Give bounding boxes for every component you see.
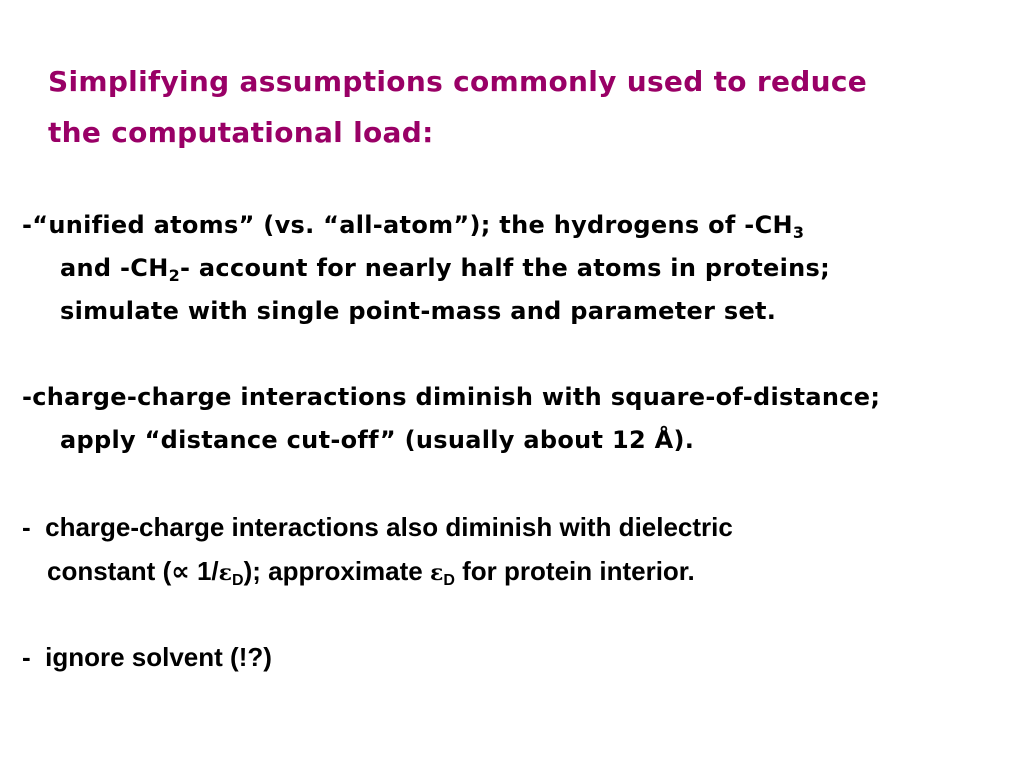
bullet-1-line-2 <box>22 247 830 290</box>
epsilon-symbol: ε <box>218 560 233 586</box>
bullet-unified-atoms <box>22 204 830 333</box>
bullet-dash: - <box>22 642 46 672</box>
bullet-3-text-2c: ); approximate <box>243 556 430 586</box>
bullet-2-line-2: apply “distance cut-off” (usually about 12 Å). <box>60 426 695 454</box>
bullet-1-text-1: “unified atoms” (vs. “all-atom”); the hydrogens of -CH <box>32 211 793 239</box>
bullet-dash: - <box>22 512 46 542</box>
bullet-3-text-2d: for protein interior. <box>454 556 695 586</box>
bullet-3-text-1: charge-charge interactions also diminish with dielectric <box>45 512 733 542</box>
bullet-2-text-1: charge-charge interactions diminish with square-of-distance; <box>32 383 881 411</box>
bullet-1-text-2a: and -CH <box>60 254 169 282</box>
bullet-3-text-2a: constant ( <box>47 556 172 586</box>
bullet-3-line-1 <box>22 505 733 549</box>
subscript-2: 2 <box>168 266 181 285</box>
bullet-dielectric <box>22 505 733 595</box>
bullet-4-line-1 <box>22 635 272 679</box>
subscript-3: 3 <box>792 223 805 242</box>
bullet-1-line-1 <box>22 204 830 247</box>
bullet-distance-cutoff <box>22 376 880 462</box>
subscript-d: D <box>232 572 244 589</box>
slide-title <box>48 56 988 158</box>
bullet-2-line-1 <box>22 376 880 419</box>
title-line-2: the computational load: <box>48 116 434 149</box>
bullet-4-text-1: ignore solvent (!?) <box>45 642 272 672</box>
bullet-ignore-solvent <box>22 635 272 679</box>
bullet-dash: - <box>22 211 33 239</box>
title-line-1: Simplifying assumptions commonly used to reduce <box>48 65 868 98</box>
proportional-symbol: ∝ <box>171 557 190 587</box>
bullet-3-text-2b: 1/ <box>189 556 219 586</box>
epsilon-symbol: ε <box>429 560 444 586</box>
bullet-dash: - <box>22 383 33 411</box>
bullet-1-text-2b: - account for nearly half the atoms in proteins; <box>180 254 831 282</box>
bullet-3-line-2 <box>22 549 733 595</box>
bullet-1-line-3: simulate with single point-mass and parameter set. <box>60 297 777 325</box>
subscript-d: D <box>443 572 455 589</box>
